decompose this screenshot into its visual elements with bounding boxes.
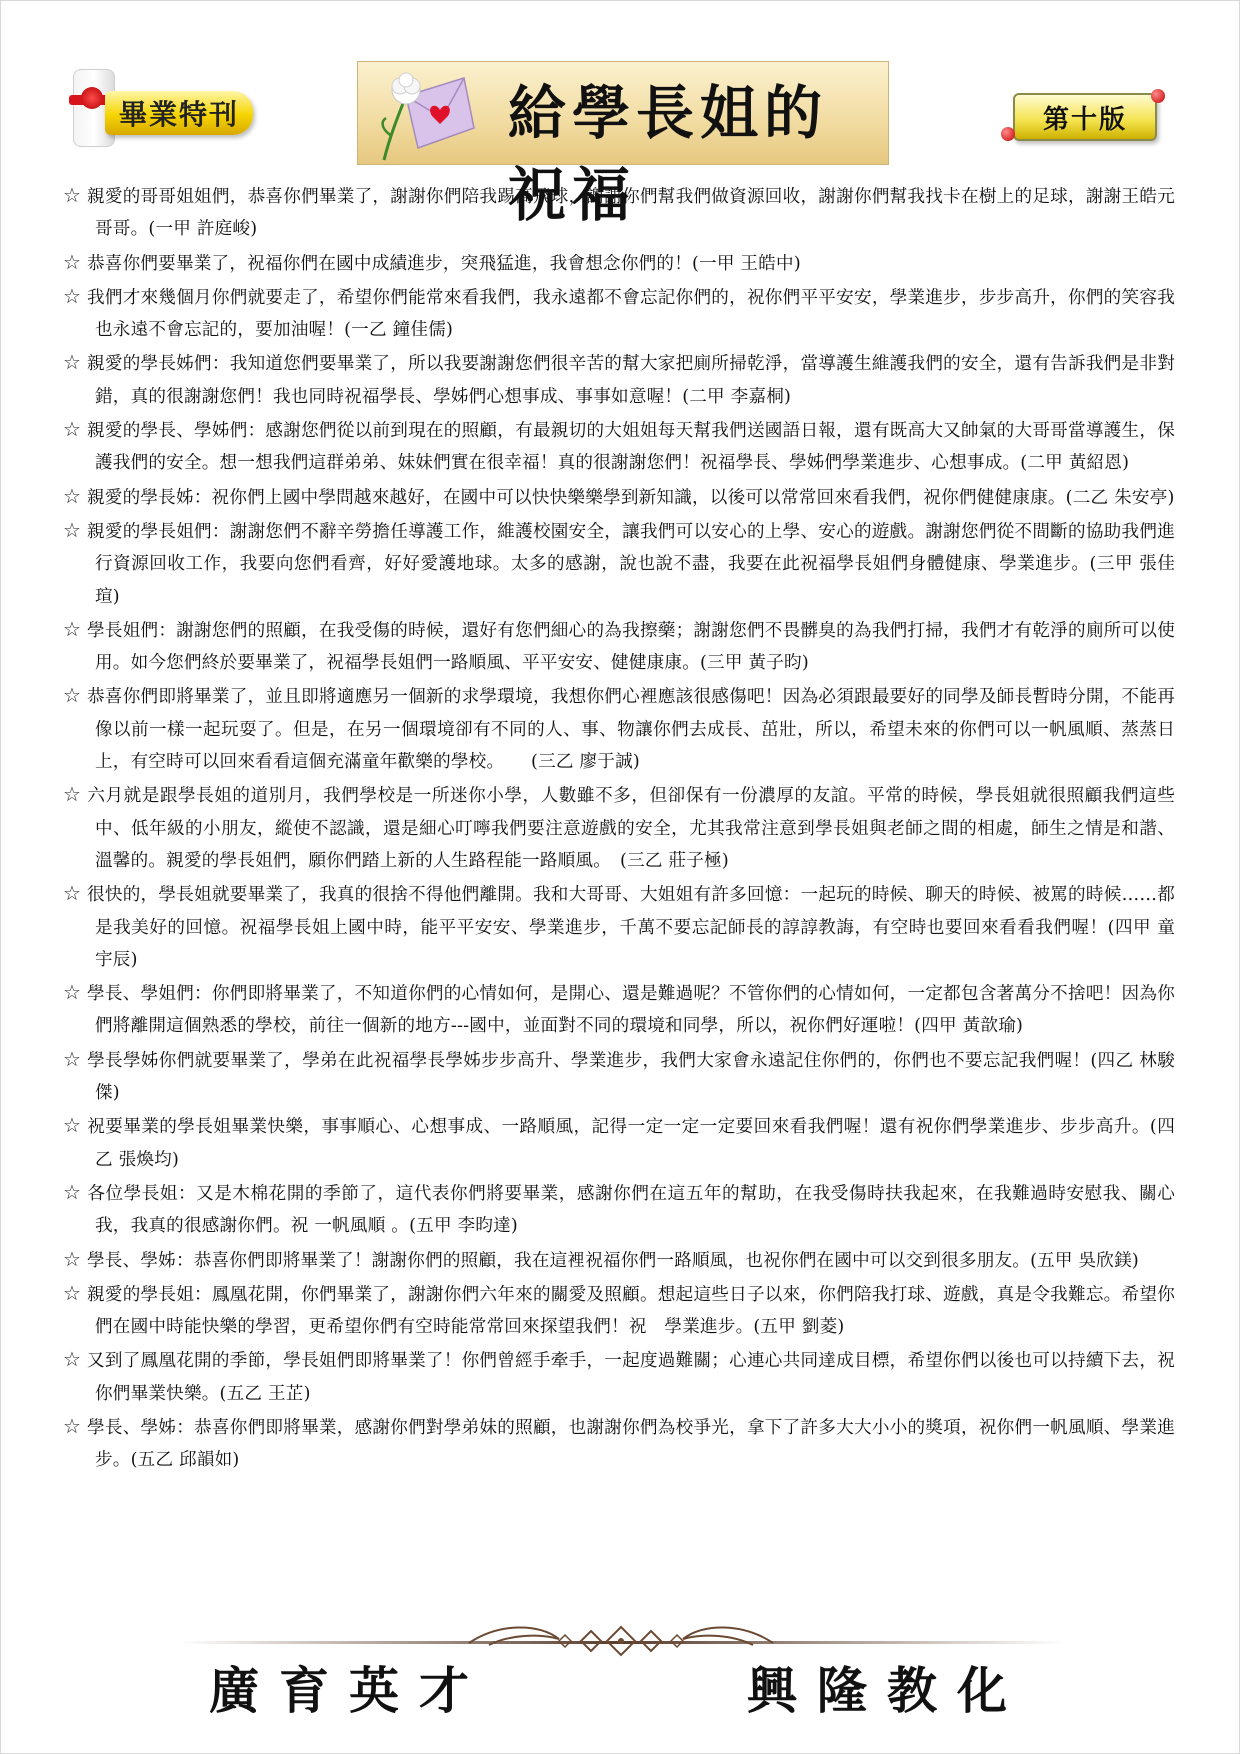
star-icon: ☆ — [63, 350, 82, 375]
blessing-message: ☆ 親愛的學長姐：鳳凰花開，你們畢業了，謝謝你們六年來的關愛及照顧。想起這些日子以來，你們陪我打球、遊戲，真是令我難忘。希望你們在國中時能快樂的學習，更希望你們有空時能常常回來探望我們！祝 學業進步。(五甲 劉菱) — [63, 1277, 1175, 1344]
blessing-message: ☆ 親愛的學長、學姊們：感謝您們從以前到現在的照顧，有最親切的大姐姐每天幫我們送國語日報，還有既高大又帥氣的大哥哥當導護生，保護我們的安全。想一想我們這群弟弟、妹妹們實在很幸福！真的很謝謝您們！祝福學長、學姊們學業進步、心想事成。(二甲 黃紹恩) — [63, 413, 1175, 480]
blessing-message: ☆ 學長、學姊：恭喜你們即將畢業，感謝你們對學弟妹的照顧，也謝謝你們為校爭光，拿下了許多大大小小的獎項，祝你們一帆風順、學業進步。(五乙 邱韻如) — [63, 1410, 1175, 1477]
pin-icon — [1001, 127, 1015, 141]
star-icon: ☆ — [63, 483, 82, 508]
graduation-special-badge — [67, 63, 257, 149]
blessing-message: ☆ 我們才來幾個月你們就要走了，希望你們能常來看我們，我永遠都不會忘記你們的，祝你們平平安安，學業進步，步步高升，你們的笑容我也永遠不會忘記的，要加油喔！(一乙 鐘佳儒) — [63, 280, 1175, 347]
star-icon: ☆ — [63, 1246, 82, 1271]
star-icon: ☆ — [63, 1280, 82, 1305]
blessing-message-list — [63, 179, 1175, 1477]
blessing-message: ☆ 六月就是跟學長姐的道別月，我們學校是一所迷你小學，人數雖不多，但卻保有一份濃厚的友誼。平常的時候，學長姐就很照顧我們這些中、低年級的小朋友，縱使不認識，還是細心叮嚀我們要注意遊戲的安全，尤其我常注意到學長姐與老師之間的相處，師生之情是和諧、溫馨的。親愛的學長姐們，願你們踏上新的人生路程能一路順風。 (三乙 莊子極) — [63, 778, 1175, 877]
blessing-message: ☆ 親愛的學長姊：祝你們上國中學問越來越好，在國中可以快快樂樂學到新知識，以後可以常常回來看我們，祝你們健健康康。(二乙 朱安亭) — [63, 480, 1175, 514]
star-icon: ☆ — [63, 249, 82, 274]
ribbon-bow-icon — [81, 87, 103, 109]
edition-badge — [1001, 93, 1171, 149]
edition-badge-label: 第十版 — [1013, 93, 1157, 141]
star-icon: ☆ — [63, 782, 82, 807]
star-icon: ☆ — [63, 1046, 82, 1071]
blessing-message: ☆ 又到了鳳凰花開的季節，學長姐們即將畢業了！你們曾經手牽手，一起度過難關；心連心共同達成目標，希望你們以後也可以持續下去，祝你們畢業快樂。(五乙 王芷) — [63, 1343, 1175, 1410]
star-icon: ☆ — [63, 283, 82, 308]
special-badge-label: 畢業特刊 — [105, 91, 253, 135]
star-icon: ☆ — [63, 683, 82, 708]
star-icon: ☆ — [63, 616, 82, 641]
blessing-message: ☆ 祝要畢業的學長姐畢業快樂，事事順心、心想事成、一路順風，記得一定一定一定要回來看我們喔！還有祝你們學業進步、步步高升。(四乙 張煥均) — [63, 1109, 1175, 1176]
star-icon: ☆ — [63, 417, 82, 442]
star-icon: ☆ — [63, 517, 82, 542]
star-icon: ☆ — [63, 881, 82, 906]
title-banner — [357, 61, 889, 229]
star-icon: ☆ — [63, 1179, 82, 1204]
star-icon: ☆ — [63, 1413, 82, 1438]
blessing-message: ☆ 很快的，學長姐就要畢業了，我真的很捨不得他們離開。我和大哥哥、大姐姐有許多回憶：一起玩的時候、聊天的時候、被罵的時候……都是我美好的回憶。祝福學長姐上國中時，能平平安安、學業進步，千萬不要忘記師長的諄諄教誨，有空時也要回來看看我們喔！(四甲 童宇辰) — [63, 877, 1175, 976]
blessing-message: ☆ 各位學長姐：又是木棉花開的季節了，這代表你們將要畢業，感謝你們在這五年的幫助，在我受傷時扶我起來，在我難過時安慰我、關心我，我真的很感謝你們。祝 一帆風順 。(五甲 李昀達) — [63, 1176, 1175, 1243]
footer-motto-left: 廣育英才 — [209, 1661, 489, 1720]
star-icon: ☆ — [63, 1113, 82, 1138]
blessing-message: ☆ 親愛的學長姊們：我知道您們要畢業了，所以我要謝謝您們很辛苦的幫大家把廁所掃乾淨，當導護生維護我們的安全，還有告訴我們是非對錯，真的很謝謝您們！我也同時祝福學長、學姊們心想事成、事事如意喔！(二甲 李嘉桐) — [63, 346, 1175, 413]
blessing-message: ☆ 恭喜你們即將畢業了，並且即將適應另一個新的求學環境，我想你們心裡應該很感傷吧！因為必須跟最要好的同學及師長暫時分開，不能再像以前一樣一起玩耍了。但是，在另一個環境卻有不同的人、事、物讓你們去成長、茁壯，所以，希望未來的你們可以一帆風順、蒸蒸日上，有空時可以回來看看這個充滿童年歡樂的學校。 (三乙 廖于誠) — [63, 679, 1175, 778]
blessing-message: ☆ 學長、學姐們：你們即將畢業了，不知道你們的心情如何，是開心、還是難過呢？不管你們的心情如何，一定都包含著萬分不捨吧！因為你們將離開這個熟悉的學校，前往一個新的地方---國中，並面對不同的環境和同學，所以，祝你們好運啦！(四甲 黃歆瑜) — [63, 976, 1175, 1043]
blessing-message: ☆ 學長姐們：謝謝您們的照顧，在我受傷的時候，還好有您們細心的為我擦藥；謝謝您們不畏髒臭的為我們打掃，我們才有乾淨的廁所可以使用。如今您們終於要畢業了，祝福學長姐們一路順風、平平安安、健健康康。(三甲 黃子昀) — [63, 613, 1175, 680]
blessing-message: ☆ 親愛的哥哥姐姐們，恭喜你們畢業了，謝謝你們陪我踢高飛球，謝謝你們幫我們做資源回收，謝謝你們幫我找卡在樹上的足球，謝謝王皓元哥哥。(一甲 許庭峻) — [63, 179, 1175, 246]
star-icon: ☆ — [63, 183, 82, 207]
star-icon: ☆ — [63, 980, 82, 1005]
star-icon: ☆ — [63, 1347, 82, 1372]
blessing-message: ☆ 學長、學姊：恭喜你們即將畢業了！謝謝你們的照顧，我在這裡祝福你們一路順風，也祝你們在國中可以交到很多朋友。(五甲 吳欣鎂) — [63, 1243, 1175, 1277]
carnation-envelope-icon — [376, 66, 476, 162]
footer-motto-right: 興隆教化 — [747, 1661, 1027, 1720]
blessing-message: ☆ 學長學姊你們就要畢業了，學弟在此祝福學長學姊步步高升、學業進步，我們大家會永遠記住你們的，你們也不要忘記我們喔！(四乙 林駿傑) — [63, 1043, 1175, 1110]
page-title: 給學長姐的祝福 — [508, 79, 829, 229]
blessing-message: ☆ 親愛的學長姐們：謝謝您們不辭辛勞擔任導護工作，維護校園安全，讓我們可以安心的上學、安心的遊戲。謝謝您們從不間斷的協助我們進行資源回收工作，我要向您們看齊，好好愛護地球。太多的感謝，說也說不盡，我要在此祝福學長姐們身體健康、學業進步。(三甲 張佳瑄) — [63, 514, 1175, 613]
pin-icon — [1151, 89, 1165, 103]
blessing-message: ☆ 恭喜你們要畢業了，祝福你們在國中成績進步，突飛猛進，我會想念你們的！(一甲 王皓中) — [63, 246, 1175, 280]
